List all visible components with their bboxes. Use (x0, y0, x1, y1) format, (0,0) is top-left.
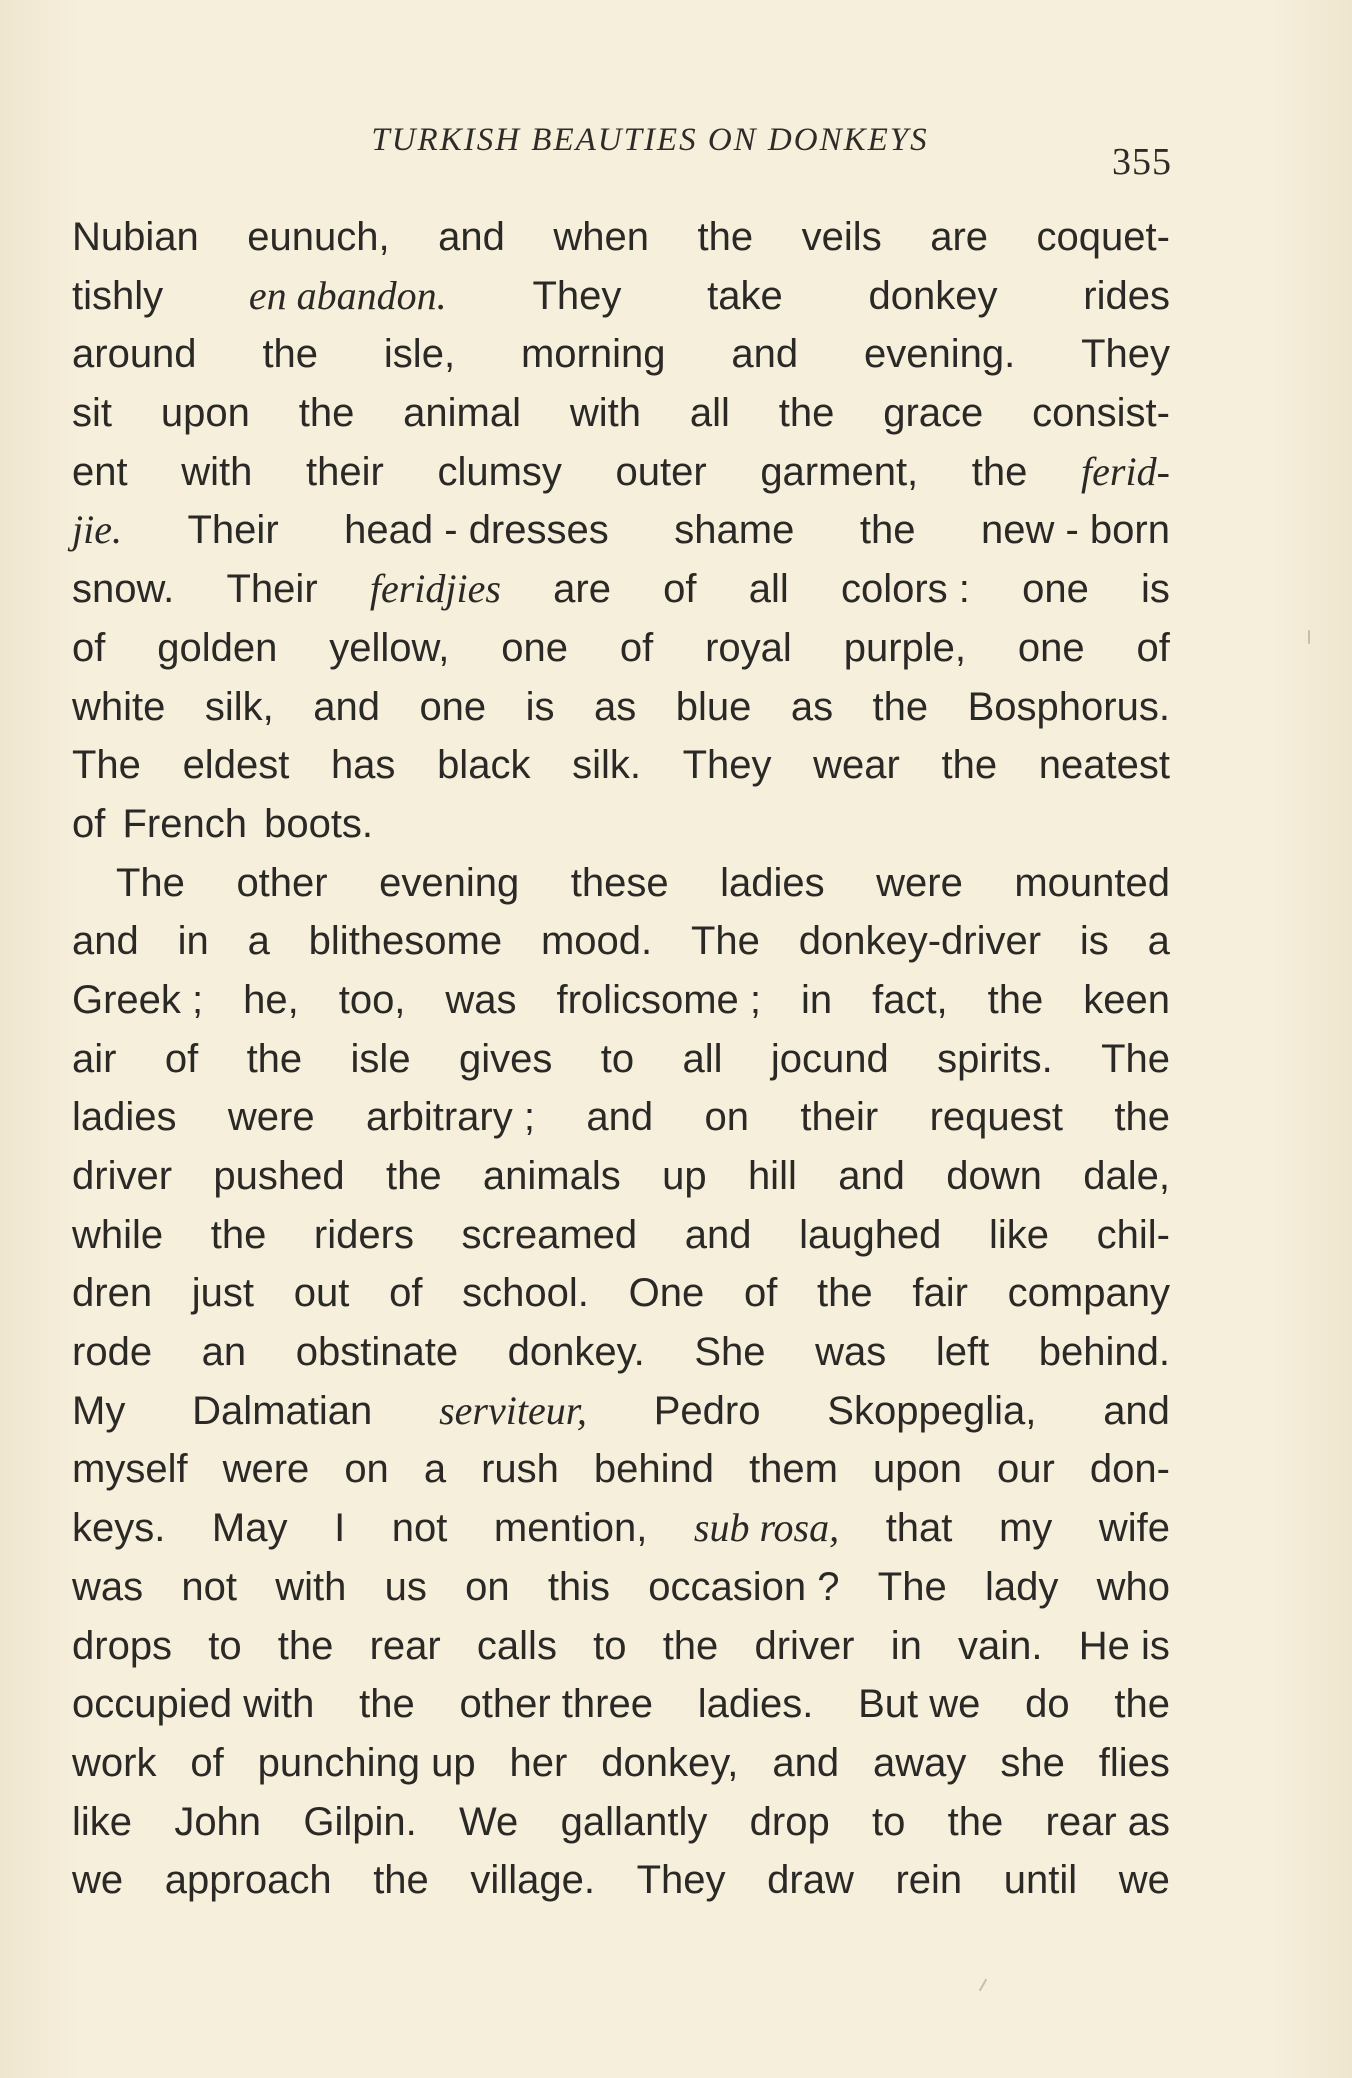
word: jie. (72, 507, 122, 553)
word: isle (350, 1036, 411, 1081)
word: the (210, 1212, 267, 1257)
word: gallantly (560, 1799, 708, 1844)
word: to (208, 1623, 242, 1668)
word: not (391, 1506, 448, 1551)
word: the (817, 1271, 873, 1316)
word: vain. (958, 1623, 1043, 1668)
word: is (1079, 919, 1109, 964)
word: outer (615, 449, 707, 494)
word: a (1147, 919, 1170, 964)
word: Their (226, 567, 318, 612)
word: ladies (72, 1095, 177, 1140)
word: village. (470, 1858, 595, 1903)
word: keys. (72, 1506, 166, 1551)
word: a (423, 1447, 447, 1492)
word: to (600, 1036, 635, 1081)
word: one (1022, 567, 1089, 612)
text-line (72, 1088, 1170, 1147)
word: who (1096, 1564, 1170, 1609)
word: the (277, 1623, 334, 1668)
word: school. (462, 1271, 589, 1316)
word: is (525, 684, 555, 729)
word: purple, (843, 625, 967, 670)
word: Pedro (653, 1388, 761, 1433)
word: these (570, 860, 669, 905)
word: new - born (980, 508, 1170, 553)
word: her (509, 1740, 568, 1785)
word: to (871, 1799, 906, 1844)
word: white (72, 684, 166, 729)
word: occupied with (72, 1682, 315, 1727)
text-line (72, 1030, 1170, 1089)
word: the (359, 1682, 415, 1727)
word: all (689, 391, 730, 436)
word: The (116, 860, 185, 905)
word: the (941, 743, 998, 788)
word: she (1000, 1740, 1065, 1785)
word: garment, (760, 449, 919, 494)
word: flies (1098, 1740, 1170, 1785)
word: isle, (383, 332, 456, 377)
word: tishly (72, 273, 164, 318)
word: of (389, 1271, 423, 1316)
word: in (800, 977, 833, 1022)
word: One (628, 1271, 705, 1316)
word: and (586, 1095, 654, 1140)
word: other three (459, 1682, 653, 1727)
word: mention, (493, 1506, 648, 1551)
word: the (246, 1036, 303, 1081)
word: They (1081, 332, 1170, 377)
word: But we (858, 1682, 981, 1727)
text-line (72, 560, 1170, 619)
word: with (275, 1564, 347, 1609)
word: rode (72, 1330, 153, 1375)
text-line (72, 443, 1170, 502)
word: and (313, 684, 380, 729)
text-line (72, 1206, 1170, 1265)
word: donkey-driver (798, 919, 1042, 964)
word: the (1114, 1095, 1170, 1140)
word: one (1017, 625, 1085, 670)
word: on (465, 1564, 510, 1609)
word: we (1118, 1858, 1170, 1903)
word: driver (72, 1154, 173, 1198)
word: was (72, 1564, 144, 1609)
word: wife (1098, 1506, 1170, 1551)
word: the (262, 332, 319, 377)
word: were (876, 860, 963, 905)
word: all (682, 1036, 723, 1081)
word: dale, (1083, 1154, 1170, 1198)
text-line (72, 1147, 1170, 1206)
word: hill (747, 1154, 797, 1198)
word: of (663, 567, 697, 612)
word: the (1114, 1682, 1170, 1727)
text-line (72, 795, 1170, 854)
word: sit (72, 391, 112, 436)
word: laughed (799, 1212, 942, 1257)
word: upon (160, 391, 250, 436)
word: the (697, 215, 754, 259)
word: that (885, 1506, 953, 1551)
word: sub rosa, (693, 1505, 840, 1551)
word: pushed (213, 1154, 345, 1198)
word: feridjies (369, 566, 501, 612)
word: request (929, 1095, 1063, 1140)
word: and (438, 215, 505, 259)
text-line (72, 325, 1170, 384)
word: They (636, 1858, 726, 1903)
word: black (437, 743, 531, 788)
word: They (682, 743, 772, 788)
word: other (236, 860, 328, 905)
word: of (1136, 625, 1170, 670)
word: out (293, 1271, 350, 1316)
word: The (877, 1564, 947, 1609)
word: down (946, 1154, 1042, 1198)
word: in (177, 919, 209, 964)
running-title: TURKISH BEAUTIES ON DONKEYS (371, 122, 929, 158)
word: a (247, 919, 270, 964)
word: golden (157, 625, 278, 670)
word: evening. (863, 332, 1016, 377)
word: Dalmatian (192, 1388, 373, 1433)
word: and (1103, 1388, 1170, 1433)
word: dren (72, 1271, 153, 1316)
word: as (594, 684, 637, 729)
word: royal (705, 625, 792, 670)
word: the (971, 449, 1028, 494)
paper-speck (1308, 630, 1310, 644)
text-line (72, 619, 1170, 678)
word: silk, (204, 684, 274, 729)
word: coquet- (1036, 215, 1170, 259)
text-line (72, 736, 1170, 795)
word: the (987, 977, 1044, 1022)
word: donkey. (507, 1330, 645, 1375)
word: were (227, 1095, 315, 1140)
word: John (174, 1799, 262, 1844)
word: and (731, 332, 799, 377)
word: rear (369, 1623, 441, 1668)
word: animals (482, 1154, 621, 1198)
word: morning (520, 332, 666, 377)
word: serviteur, (439, 1387, 587, 1433)
word: She (694, 1330, 766, 1375)
word: They (532, 273, 622, 318)
word: up (662, 1154, 707, 1198)
word: we (72, 1858, 124, 1903)
word: not (181, 1564, 237, 1609)
word: around (72, 332, 197, 377)
word: rear as (1045, 1799, 1170, 1844)
word: calls (476, 1623, 557, 1668)
word: grace (883, 391, 984, 436)
word: ladies (720, 860, 825, 905)
word: work (72, 1740, 157, 1785)
word: do (1025, 1682, 1070, 1727)
word: as (790, 684, 834, 729)
word: them (749, 1447, 838, 1492)
word: like (72, 1799, 133, 1844)
word: don- (1089, 1447, 1170, 1492)
word: the (778, 391, 835, 436)
word: of (619, 625, 654, 670)
word: punching up (257, 1740, 476, 1785)
word: May (211, 1506, 288, 1551)
word: he, (243, 977, 299, 1022)
word: when (553, 215, 650, 259)
word: We (459, 1799, 519, 1844)
word: with (181, 449, 253, 494)
word: gives (458, 1036, 553, 1081)
word: keen (1083, 977, 1170, 1022)
word: of (743, 1271, 778, 1316)
word: screamed (461, 1212, 638, 1257)
word: the (947, 1799, 1004, 1844)
word: donkey, (601, 1740, 739, 1785)
word: lady (984, 1564, 1059, 1609)
word: eunuch, (247, 215, 390, 259)
word: were (222, 1447, 310, 1492)
word: donkey (868, 273, 998, 318)
word: their (800, 1095, 879, 1140)
word: the (872, 684, 929, 729)
word: mounted (1014, 860, 1170, 905)
body-text (72, 208, 1170, 1910)
word: in (890, 1623, 922, 1668)
word: take (707, 273, 783, 318)
word: was (815, 1330, 887, 1375)
word: fact, (872, 977, 948, 1022)
page-number: 355 (1112, 141, 1172, 183)
word: Nubian (72, 215, 199, 259)
word: I (334, 1506, 346, 1551)
text-line (72, 1734, 1170, 1793)
word: obstinate (295, 1330, 459, 1375)
word: en abandon. (248, 272, 447, 318)
word: to (593, 1623, 627, 1668)
word: just (191, 1271, 255, 1316)
word: clumsy (437, 449, 562, 494)
word: arbitrary ; (366, 1095, 535, 1140)
word: our (997, 1447, 1055, 1492)
word: and (72, 919, 139, 964)
word: are (930, 215, 989, 259)
word: my (998, 1506, 1053, 1551)
word: yellow, (329, 625, 450, 670)
word: an (201, 1330, 247, 1375)
word: rush (481, 1447, 559, 1492)
word: rein (895, 1858, 963, 1903)
word: ferid- (1081, 448, 1170, 494)
word: company (1007, 1271, 1170, 1316)
word: of French boots. (72, 801, 374, 846)
word: drops (72, 1623, 173, 1668)
text-line (72, 267, 1170, 326)
word: are (553, 567, 611, 612)
text-line (72, 1851, 1170, 1910)
word: is (1141, 567, 1170, 612)
word: fair (912, 1271, 968, 1316)
word: Their (187, 508, 279, 553)
word: air (72, 1036, 117, 1081)
word: of (190, 1740, 224, 1785)
text-line (72, 854, 1170, 913)
word: all (748, 567, 789, 612)
word: drop (749, 1799, 830, 1844)
word: He is (1078, 1623, 1170, 1668)
word: The (72, 743, 141, 788)
word: of (164, 1036, 199, 1081)
word: left (935, 1330, 990, 1375)
word: and (684, 1212, 752, 1257)
word: riders (313, 1212, 414, 1257)
word: the (373, 1858, 429, 1903)
word: Greek ; (72, 977, 204, 1022)
paper-speck (979, 1978, 988, 1991)
word: shame (674, 508, 795, 553)
word: the (662, 1623, 719, 1668)
word: The (1101, 1036, 1170, 1081)
word: ent (72, 449, 128, 494)
word: consist- (1032, 391, 1170, 436)
word: was (445, 977, 517, 1022)
word: approach (164, 1858, 332, 1903)
word: veils (801, 215, 882, 259)
word: Bosphorus. (967, 684, 1170, 729)
word: Gilpin. (303, 1799, 417, 1844)
text-line (72, 501, 1170, 560)
word: their (306, 449, 384, 494)
word: My (72, 1388, 126, 1433)
text-line (72, 912, 1170, 971)
text-line (72, 1264, 1170, 1323)
word: neatest (1038, 743, 1170, 788)
word: us (384, 1564, 427, 1609)
word: upon (873, 1447, 962, 1492)
word: jocund (770, 1036, 889, 1081)
word: mood. (540, 919, 653, 964)
text-line (72, 1675, 1170, 1734)
word: like (989, 1212, 1050, 1257)
word: blue (675, 684, 752, 729)
word: too, (338, 977, 406, 1022)
word: and (838, 1154, 905, 1198)
word: silk. (572, 743, 641, 788)
word: blithesome (308, 919, 503, 964)
text-line (72, 1323, 1170, 1382)
word: this (547, 1564, 611, 1609)
text-line (72, 1558, 1170, 1617)
word: the (859, 508, 916, 553)
word: Skoppeglia, (827, 1388, 1037, 1433)
word: head - dresses (344, 508, 609, 553)
word: one (501, 625, 568, 670)
word: of (72, 625, 106, 670)
word: draw (767, 1858, 854, 1903)
word: the (385, 1154, 442, 1198)
word: and (772, 1740, 840, 1785)
text-line (72, 971, 1170, 1030)
word: behind (593, 1447, 715, 1492)
word: rides (1083, 273, 1170, 318)
word: The (690, 919, 760, 964)
word: snow. (72, 567, 175, 612)
text-line (72, 1382, 1170, 1441)
word: ladies. (697, 1682, 814, 1727)
word: the (298, 391, 355, 436)
word: until (1003, 1858, 1078, 1903)
word: evening (379, 860, 520, 905)
text-line (72, 1617, 1170, 1676)
word: while (72, 1212, 164, 1257)
word: colors : (840, 567, 970, 612)
word: frolicsome ; (556, 977, 761, 1022)
word: one (419, 684, 487, 729)
text-line (72, 1793, 1170, 1852)
word: eldest (182, 743, 290, 788)
text-line (72, 1440, 1170, 1499)
word: chil- (1096, 1212, 1170, 1257)
text-line (72, 384, 1170, 443)
text-line (72, 1499, 1170, 1558)
word: wear (813, 743, 900, 788)
word: away (873, 1740, 967, 1785)
word: animal (403, 391, 522, 436)
text-line (72, 678, 1170, 737)
word: driver (754, 1623, 855, 1668)
word: behind. (1038, 1330, 1170, 1375)
word: spirits. (937, 1036, 1053, 1081)
word: on (704, 1095, 749, 1140)
word: has (330, 743, 396, 788)
word: myself (72, 1447, 188, 1492)
text-line (72, 208, 1170, 267)
word: on (344, 1447, 389, 1492)
word: with (569, 391, 642, 436)
word: occasion ? (648, 1564, 840, 1609)
